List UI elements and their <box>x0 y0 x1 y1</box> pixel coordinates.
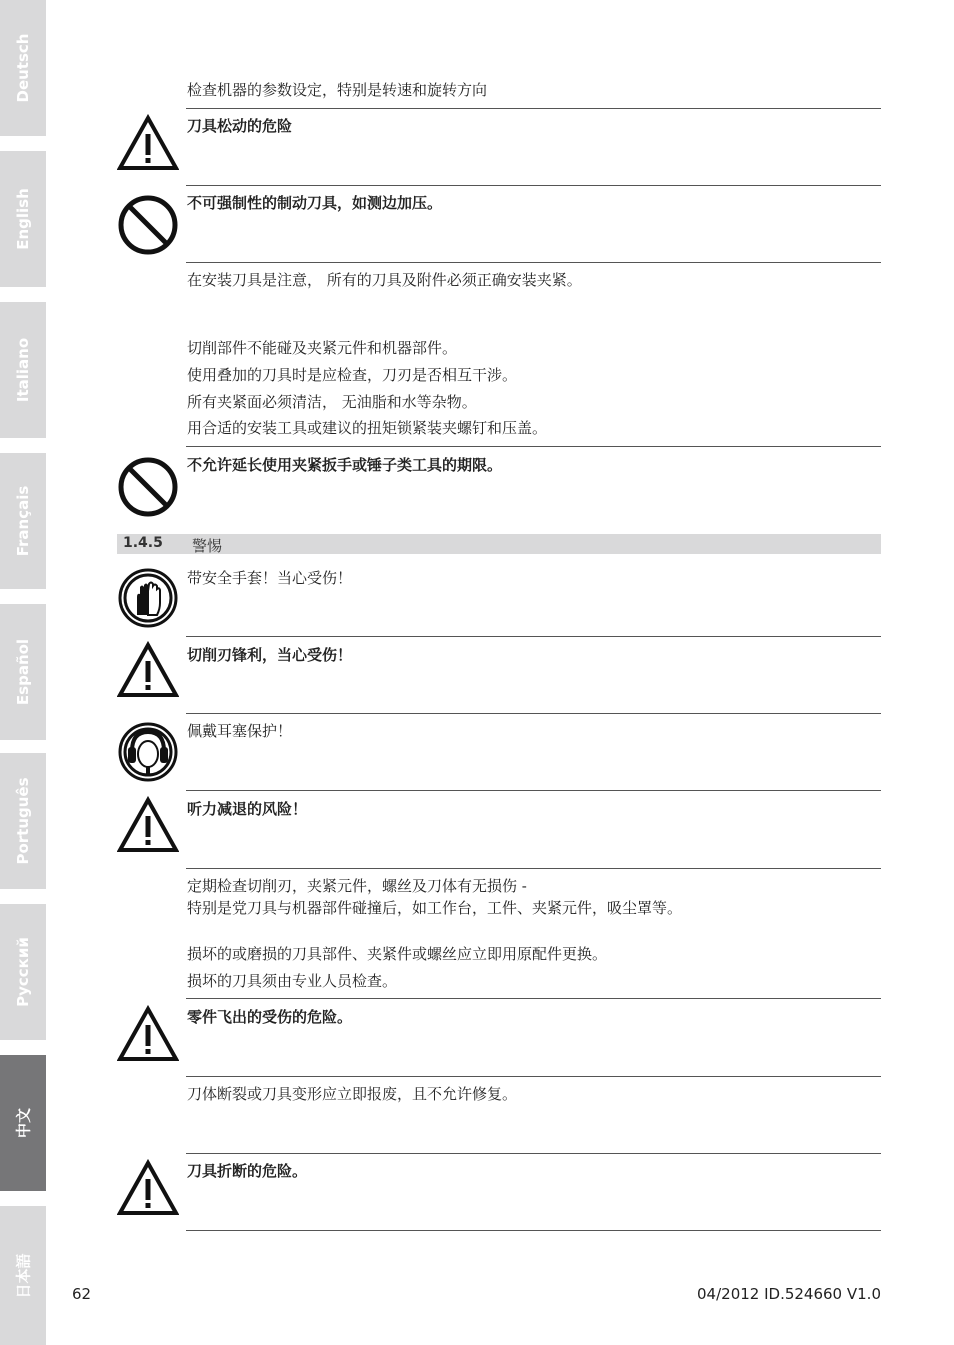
divider <box>186 108 881 109</box>
document-id: 04/2012 ID.524660 V1.0 <box>697 1285 881 1303</box>
replace-text: 损坏的或磨损的刀具部件、夹紧件或螺丝应立即用原配件更换。 <box>187 945 608 963</box>
warning-triangle-icon <box>117 1159 179 1221</box>
warning-triangle-icon <box>117 641 179 703</box>
lang-tab-deutsch[interactable]: Deutsch <box>0 0 46 136</box>
warning-sharp-edge: 切削刃锋利，当心受伤！ <box>187 646 353 664</box>
ear-protection-icon <box>117 721 179 783</box>
section-title: 警惕 <box>192 537 223 555</box>
lang-tab-japanese[interactable]: 日本語 <box>0 1206 46 1345</box>
gloves-text: 带安全手套！当心受伤！ <box>187 569 353 587</box>
warning-triangle-icon <box>117 1005 179 1067</box>
divider <box>186 868 881 869</box>
divider <box>186 262 881 263</box>
divider <box>186 446 881 447</box>
intro-text: 检查机器的参数设定，特别是转速和旋转方向 <box>187 81 488 99</box>
divider <box>186 1076 881 1077</box>
prohibition-icon <box>117 194 179 256</box>
lang-tab-espanol[interactable]: Español <box>0 604 46 740</box>
divider <box>186 1230 881 1231</box>
lang-tab-francais[interactable]: Français <box>0 453 46 589</box>
prohibit-brake-text: 不可强制性的制动刀具，如测边加压。 <box>187 194 443 212</box>
install-note-text: 在安装刀具是注意， 所有的刀具及附件必须正确安装夹紧。 <box>187 271 582 289</box>
inspect-text: 特别是党刀具与机器部件碰撞后，如工作台，工件、夹紧元件，吸尘罩等。 <box>187 899 683 917</box>
warning-triangle-icon <box>117 114 179 176</box>
replace-text: 损坏的刀具须由专业人员检查。 <box>187 972 398 990</box>
warning-triangle-icon <box>117 796 179 858</box>
earplugs-text: 佩戴耳塞保护！ <box>187 722 293 740</box>
divider <box>186 790 881 791</box>
divider <box>186 998 881 999</box>
warning-tool-break: 刀具折断的危险。 <box>187 1162 308 1180</box>
gloves-icon <box>117 567 179 629</box>
divider <box>186 1153 881 1154</box>
inspect-text: 定期检查切削刃，夹紧元件，螺丝及刀体有无损伤 - <box>187 877 527 895</box>
prohibition-icon <box>117 456 179 518</box>
lang-tab-chinese[interactable]: 中文 <box>0 1055 46 1191</box>
divider <box>186 636 881 637</box>
list-item: 使用叠加的刀具时是应检查，刀刃是否相互干涉。 <box>187 366 518 384</box>
list-item: 用合适的安装工具或建议的扭矩锁紧装夹螺钉和压盖。 <box>187 419 548 437</box>
list-item: 切削部件不能碰及夹紧元件和机器部件。 <box>187 339 458 357</box>
divider <box>186 185 881 186</box>
section-heading <box>117 534 881 554</box>
lang-tab-russian[interactable]: Русский <box>0 904 46 1040</box>
warning-loose-tool: 刀具松动的危险 <box>187 117 293 135</box>
warning-hearing: 听力减退的风险！ <box>187 800 308 818</box>
section-number: 1.4.5 <box>123 535 163 551</box>
scrap-text: 刀体断裂或刀具变形应立即报废，且不允许修复。 <box>187 1085 518 1103</box>
warning-flying-parts: 零件飞出的受伤的危险。 <box>187 1008 353 1026</box>
list-item: 所有夹紧面必须清洁， 无油脂和水等杂物。 <box>187 393 477 411</box>
lang-tab-italiano[interactable]: Italiano <box>0 302 46 438</box>
prohibit-extend-text: 不允许延长使用夹紧扳手或锤子类工具的期限。 <box>187 456 503 474</box>
lang-tab-portugues[interactable]: Português <box>0 753 46 889</box>
page-number: 62 <box>72 1285 92 1303</box>
divider <box>186 713 881 714</box>
lang-tab-english[interactable]: English <box>0 151 46 287</box>
